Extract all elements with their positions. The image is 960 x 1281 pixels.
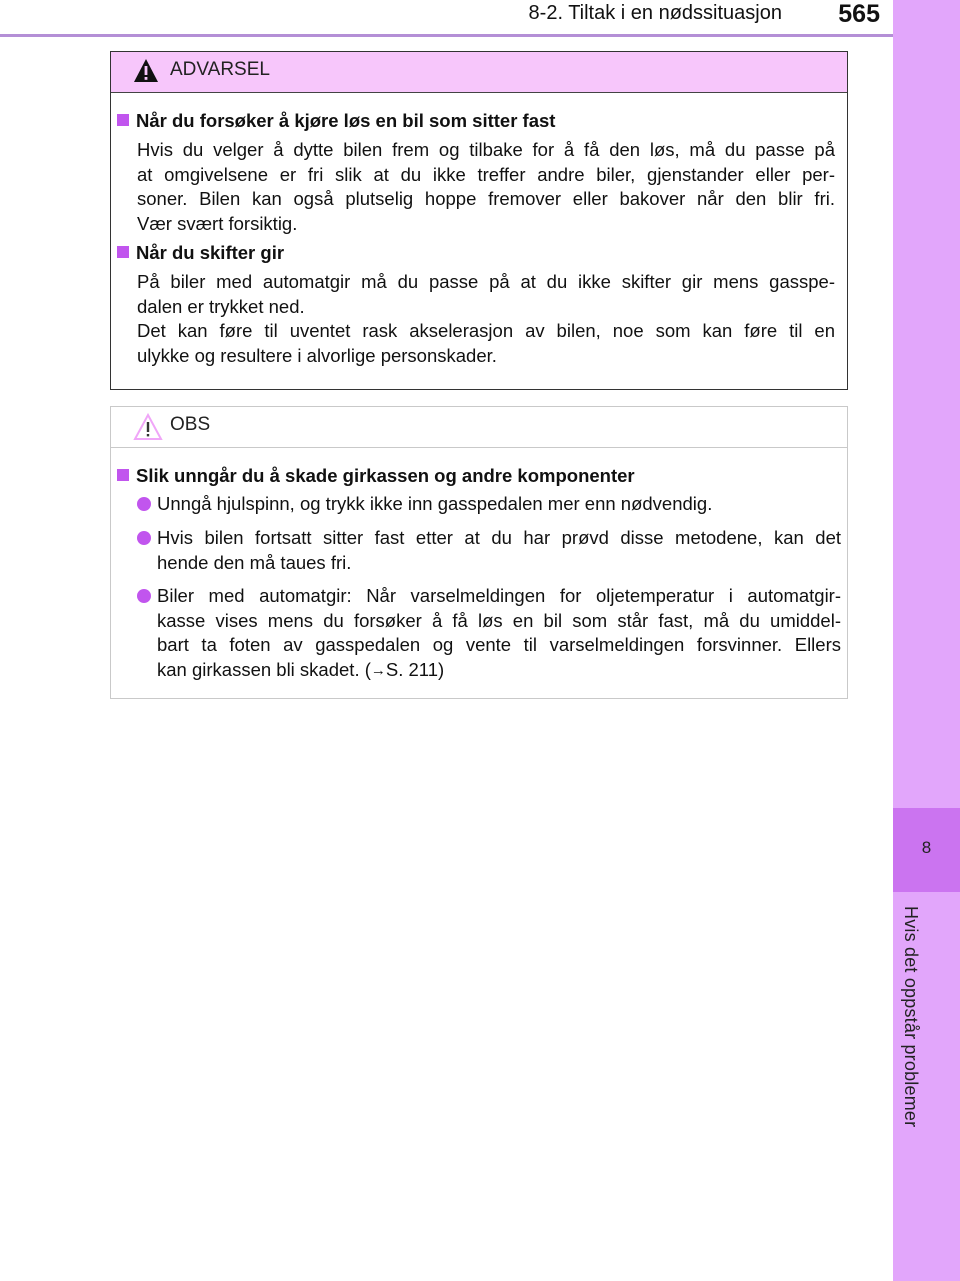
warning-paragraph-1: Hvis du velger å dytte bilen frem og tilbake for å få den løs, må du passe på at omgivelsene er fri slik at du ikke treffer andre biler, gjenstander eller per- soner. Bilen kan også plutselig hoppe fremover eller bakover når den blir fri. Vær svært forsiktig.: [137, 139, 835, 234]
caution-outline-icon: [133, 413, 163, 441]
circle-bullet-icon: [137, 531, 151, 545]
warning-icon: [133, 58, 159, 83]
square-bullet-icon: [117, 469, 129, 481]
warning-box: [110, 51, 848, 390]
warning-heading-2: Når du skifter gir: [117, 242, 284, 264]
arrow-right-icon: →: [370, 661, 386, 679]
square-bullet-icon: [117, 246, 129, 258]
notice-title: OBS: [170, 414, 211, 435]
list-item: Hvis bilen fortsatt sitter fast etter at du har prøvd disse metodene, kan det hende den må taues fri.: [137, 526, 841, 575]
warning-paragraph-2: På biler med automatgir må du passe på at du ikke skifter gir mens gasspe- dalen er trykket ned. Det kan føre til uventet rask akselerasjon av bilen, noe som kan føre til en ulykke og resultere i alvorlige personskader.: [137, 271, 835, 366]
circle-bullet-icon: [137, 497, 151, 511]
warning-heading-1: Når du forsøker å kjøre løs en bil som sitter fast: [117, 110, 555, 132]
warning-box-header: [111, 52, 847, 93]
page-reference-link[interactable]: S. 211: [385, 658, 439, 680]
list-item: Biler med automatgir: Når varselmeldingen for oljetemperatur i automatgir- kasse vises mens du forsøker å få løs en bil som står fast, må du umiddel- bart ta foten av gasspedalen og vente til varselmeldingen forsvinner. Ellers kan girkassen bli skadet. (→S. 211): [137, 584, 841, 683]
warning-title: ADVARSEL: [170, 59, 270, 80]
page-number: 565: [838, 0, 880, 28]
list-item: Unngå hjulspinn, og trykk ikke inn gasspedalen mer enn nødvendig.: [137, 492, 841, 517]
section-title: 8-2. Tiltak i en nødssituasjon: [528, 2, 782, 24]
chapter-number: 8: [921, 838, 932, 857]
header-divider: [0, 34, 893, 37]
circle-bullet-icon: [137, 589, 151, 603]
chapter-title: Hvis det oppstår problemer: [901, 906, 921, 1128]
notice-box-header: [111, 407, 847, 448]
notice-box: [110, 406, 848, 699]
notice-heading: Slik unngår du å skade girkassen og andre komponenter: [117, 465, 635, 487]
square-bullet-icon: [117, 114, 129, 126]
